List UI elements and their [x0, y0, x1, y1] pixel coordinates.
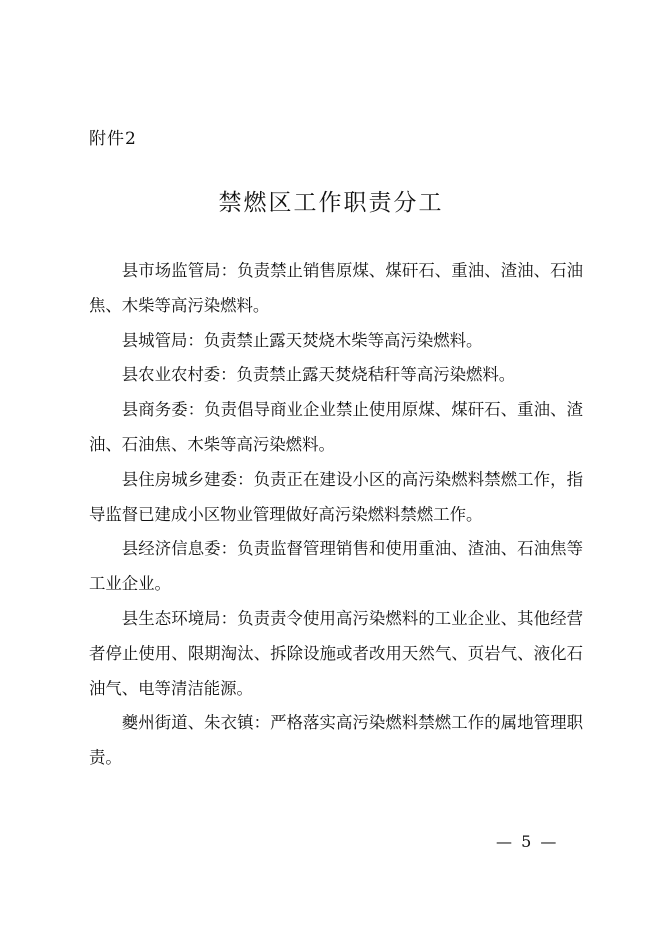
paragraph-urban-management: 县城管局：负责禁止露天焚烧木柴等高污染燃料。	[121, 330, 483, 350]
page-number: — 5 —	[496, 832, 559, 851]
paragraph-market-supervision: 县市场监管局：负责禁止销售原煤、煤矸石、重油、渣油、石油焦、木柴等高污染燃料。	[89, 261, 583, 315]
paragraph-agriculture: 县农业农村委：负责禁止露天焚烧秸秆等高污染燃料。	[121, 365, 516, 385]
paragraph-ecology-environment: 县生态环境局：负责责令使用高污染燃料的工业企业、其他经营者停止使用、限期淘汰、拆除设施或者改用天然气、页岩气、液化石油气、电等清洁能源。	[89, 608, 583, 698]
paragraph-housing-construction: 县住房城乡建委：负责正在建设小区的高污染燃料禁燃工作，指导监督已建成小区物业管理做好高污染燃料禁燃工作。	[89, 469, 583, 524]
paragraph-kuizhou-zhuyi: 夔州街道、朱衣镇：严格落实高污染燃料禁燃工作的属地管理职责。	[89, 713, 583, 768]
document-title: 禁燃区工作职责分工	[218, 190, 444, 216]
attachment-label: 附件2	[89, 129, 137, 149]
document-body	[89, 254, 583, 776]
paragraph-economy-information: 县经济信息委：负责监督管理销售和使用重油、渣油、石油焦等工业企业。	[89, 539, 583, 594]
paragraph-commerce: 县商务委：负责倡导商业企业禁止使用原煤、煤矸石、重油、渣油、石油焦、木柴等高污染燃料。	[89, 400, 583, 454]
